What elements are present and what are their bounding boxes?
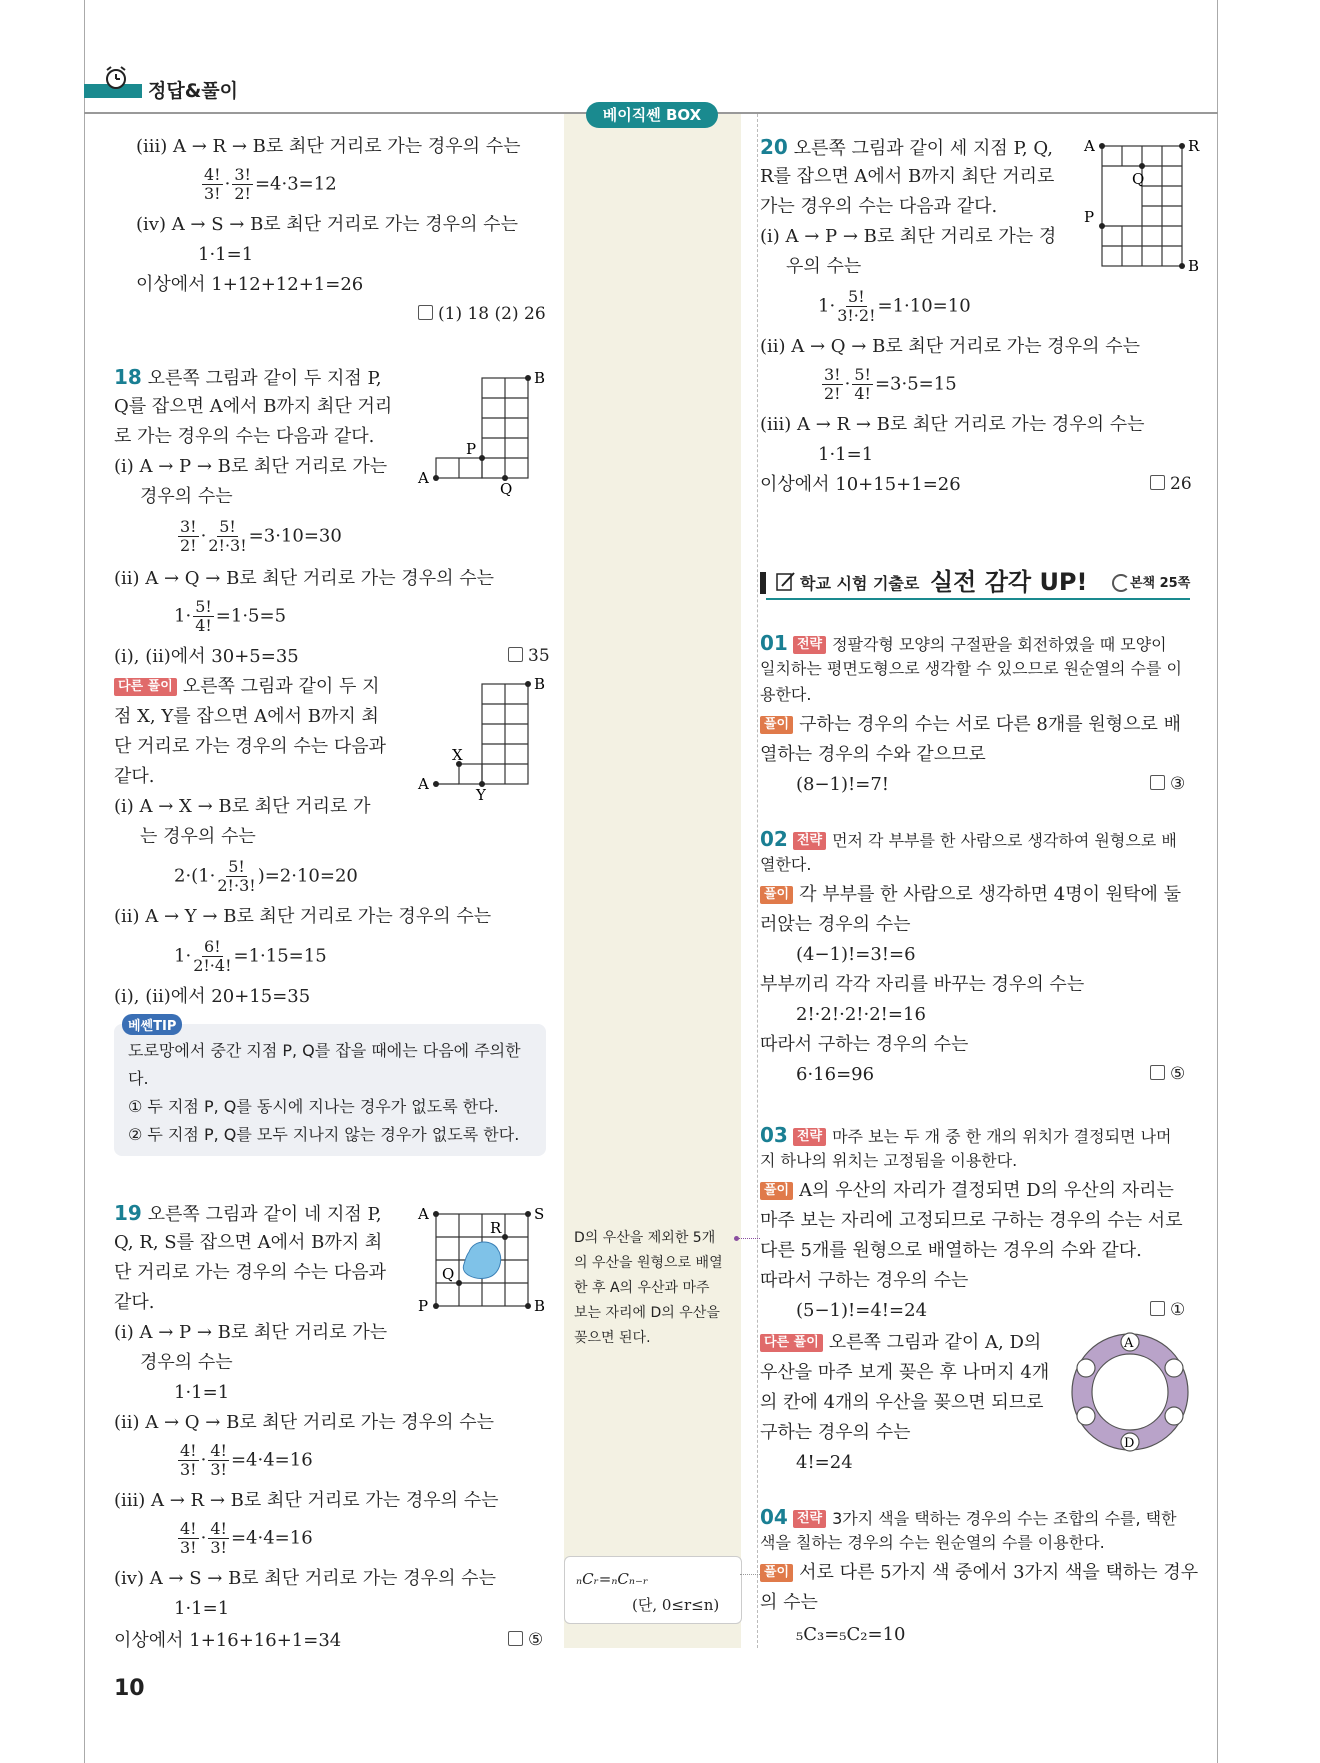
q04-line-3: 풀이 서로 다른 5가지 색 중에서 3가지 색을 택하는 경우	[760, 1560, 1198, 1586]
q02-line-1: 02 전략 먼저 각 부부를 한 사람으로 생각하여 원형으로 배	[760, 827, 1177, 851]
mid-note1-line-3: 한 후 A의 우산과 마주	[574, 1280, 710, 1296]
p18-answer: 35	[508, 646, 550, 666]
q02-line-5: 부부끼리 각각 자리를 바꾸는 경우의 수는	[760, 974, 1085, 995]
q02-line-6: 따라서 구하는 경우의 수는	[760, 1034, 969, 1055]
p17-answer: (1) 18 (2) 26	[418, 304, 546, 324]
box-label: 베이직쎈 BOX	[586, 102, 718, 128]
answer-icon	[1150, 1065, 1165, 1080]
strategy-tag: 전략	[793, 1510, 826, 1528]
q03-eq-1: (5−1)!=4!=24	[796, 1300, 928, 1321]
mid-note1-line-1: D의 우산을 제외한 5개	[574, 1230, 716, 1246]
mid-note1-leader	[736, 1238, 760, 1239]
q03-line-5: 다른 5개를 원형으로 배열하는 경우의 수와 같다.	[760, 1240, 1142, 1261]
p19-line-6: 경우의 수는	[140, 1352, 233, 1373]
q03-fig-label-a: A	[1124, 1336, 1134, 1351]
tip-line-2: 다.	[128, 1069, 149, 1088]
p19-number: 19	[114, 1201, 142, 1225]
mid-note1-line-4: 보는 자리에 D의 우산을	[574, 1305, 720, 1321]
tip-line-4: ② 두 지점 P, Q를 모두 지나지 않는 경우가 없도록 한다.	[128, 1125, 520, 1144]
q03-line-1: 03 전략 마주 보는 두 개 중 한 개의 위치가 결정되면 나머	[760, 1123, 1172, 1147]
p19-fig-label-s: S	[534, 1205, 545, 1223]
q03-line-6: 따라서 구하는 경우의 수는	[760, 1270, 969, 1291]
p17-line-iv: (ⅳ) A → S → B로 최단 거리로 가는 경우의 수는	[136, 214, 518, 235]
p20-line-4: (ⅰ) A → P → B로 최단 거리로 가는 경	[760, 226, 1057, 247]
p17-formula-iii: $\frac{4!}{3!}$ · $\frac{3!}{2!}$ =4·3=12	[204, 165, 337, 203]
answer-icon	[508, 647, 523, 662]
p18-fig-label-p: P	[466, 440, 477, 458]
q03-number: 03	[760, 1123, 788, 1147]
q01-line-5: 열하는 경우의 수와 같으므로	[760, 744, 986, 765]
strategy-tag: 전략	[793, 1128, 826, 1146]
q03-ring-figure	[1066, 1328, 1194, 1456]
p20-eq-3: 1·1=1	[818, 444, 874, 465]
q04-line-4: 의 수는	[760, 1592, 818, 1613]
p18alt-grid-figure	[414, 676, 554, 806]
p18-number: 18	[114, 365, 142, 389]
q02-line-3: 풀이 각 부부를 한 사람으로 생각하면 4명이 원탁에 둘	[760, 882, 1181, 908]
p20-line-5: 우의 수는	[786, 256, 862, 277]
q02-line-2: 열한다.	[760, 855, 812, 874]
mid-note1-dot	[734, 1236, 739, 1241]
p20-line-2: R를 잡으면 A에서 B까지 최단 거리로	[760, 166, 1055, 187]
q04-number: 04	[760, 1505, 788, 1529]
q03-line-7: 다른 풀이 오른쪽 그림과 같이 A, D의	[760, 1330, 1041, 1356]
p18-fig-label-q: Q	[500, 480, 513, 496]
alarm-clock-icon	[104, 66, 128, 90]
solution-tag: 풀이	[760, 1564, 793, 1582]
q02-number: 02	[760, 827, 788, 851]
mid-note2-line-2: (단, 0≤r≤n)	[632, 1596, 720, 1614]
page-left-border	[84, 0, 85, 1763]
p19-line-4: 같다.	[114, 1292, 155, 1313]
q02-answer: ⑤	[1150, 1064, 1185, 1084]
p18alt-line-7: (ⅱ) A → Y → B로 최단 거리로 가는 경우의 수는	[114, 906, 492, 927]
p19-sum: 이상에서 1+16+16+1=34	[114, 1630, 342, 1651]
p18-line-1: 18 오른쪽 그림과 같이 두 지점 P,	[114, 365, 382, 389]
q01-number: 01	[760, 631, 788, 655]
p20-line-3: 가는 경우의 수는 다음과 같다.	[760, 196, 998, 217]
q03-eq-2: 4!=24	[796, 1452, 853, 1473]
p19-eq-4: 1·1=1	[174, 1598, 230, 1619]
tip-label: 베쎈TIP	[122, 1014, 182, 1035]
q03-fig-label-d: D	[1124, 1436, 1135, 1451]
p19-line-7: (ⅱ) A → Q → B로 최단 거리로 가는 경우의 수는	[114, 1412, 494, 1433]
p19-eq-1: 1·1=1	[174, 1382, 230, 1403]
answer-icon	[1150, 775, 1165, 790]
mid-note2-leader	[740, 1574, 760, 1575]
p18alt-line-5: (ⅰ) A → X → B로 최단 거리로 가	[114, 796, 371, 817]
p18alt-fig-label-a: A	[418, 775, 429, 793]
p19-line-1: 19 오른쪽 그림과 같이 네 지점 P,	[114, 1201, 382, 1225]
p19-line-8: (ⅲ) A → R → B로 최단 거리로 가는 경우의 수는	[114, 1490, 499, 1511]
q04-eq-1: ₅C₃=₅C₂=10	[796, 1624, 906, 1645]
p17-eq-iv: 1·1=1	[198, 244, 254, 265]
p18-line-4: (ⅰ) A → P → B로 최단 거리로 가는	[114, 456, 388, 477]
p20-fig-label-a: A	[1084, 137, 1095, 155]
p18alt-fig-label-y: Y	[476, 786, 486, 804]
p19-answer: ⑤	[508, 1630, 543, 1650]
p19-formula-3: $\frac{4!}{3!}$ · $\frac{4!}{3!}$ =4·4=16	[180, 1519, 313, 1557]
mid-note2-line-1: ₙCᵣ=ₙCₙ₋ᵣ	[576, 1570, 649, 1588]
p18alt-formula-1: 2·(1· $\frac{5!}{2!\cdot 3!}$ )=2·10=20	[174, 857, 358, 895]
p18-formula-1: $\frac{3!}{2!}$ · $\frac{5!}{2!\cdot 3!}$ =3·10=30	[180, 517, 342, 555]
p20-line-1: 20 오른쪽 그림과 같이 세 지점 P, Q,	[760, 135, 1053, 159]
p18-grid-figure	[414, 366, 554, 496]
strategy-tag: 전략	[793, 636, 826, 654]
refresh-icon	[1112, 574, 1130, 592]
p18-line-2: Q를 잡으면 A에서 B까지 최단 거리	[114, 396, 393, 417]
section-ref: 본책 25쪽	[1130, 576, 1191, 591]
p18-line-5: 경우의 수는	[140, 486, 233, 507]
p19-line-3: 단 거리로 가는 경우의 수는 다음과	[114, 1262, 387, 1283]
section-underline	[766, 598, 1190, 600]
q01-line-3: 용한다.	[760, 685, 812, 704]
answer-icon	[418, 305, 433, 320]
p19-fig-label-q: Q	[442, 1265, 455, 1283]
p20-number: 20	[760, 135, 788, 159]
answer-icon	[1150, 475, 1165, 490]
q03-answer: ①	[1150, 1300, 1185, 1320]
p18-sum: (ⅰ), (ⅱ)에서 30+5=35	[114, 646, 299, 667]
p20-formula-2: $\frac{3!}{2!}$ · $\frac{5!}{4!}$ =3·5=15	[824, 365, 957, 403]
q03-line-9: 의 칸에 4개의 우산을 꽂으면 되므로	[760, 1392, 1044, 1413]
p19-line-9: (ⅳ) A → S → B로 최단 거리로 가는 경우의 수는	[114, 1568, 496, 1589]
solution-tag: 풀이	[760, 886, 793, 904]
header-title: 정답&풀이	[148, 80, 238, 102]
solution-tag: 풀이	[760, 1182, 793, 1200]
strategy-tag: 전략	[793, 832, 826, 850]
p18-fig-label-a: A	[418, 469, 429, 487]
solution-tag: 풀이	[760, 716, 793, 734]
p19-line-2: Q, R, S를 잡으면 A에서 B까지 최	[114, 1232, 383, 1253]
p18-line-6: (ⅱ) A → Q → B로 최단 거리로 가는 경우의 수는	[114, 568, 494, 589]
p18-formula-2: 1· $\frac{5!}{4!}$ =1·5=5	[174, 597, 287, 635]
p20-fig-label-r: R	[1188, 137, 1200, 155]
p20-fig-label-p: P	[1084, 208, 1095, 226]
p18-line-3: 로 가는 경우의 수는 다음과 같다.	[114, 426, 375, 447]
pencil-icon	[774, 570, 796, 592]
q01-line-1: 01 전략 정팔각형 모양의 구절판을 회전하였을 때 모양이	[760, 631, 1167, 655]
q01-answer: ③	[1150, 774, 1185, 794]
q01-line-4: 풀이 구하는 경우의 수는 서로 다른 8개를 원형으로 배	[760, 712, 1181, 738]
p18alt-line-2: 점 X, Y를 잡으면 A에서 B까지 최	[114, 706, 379, 727]
page-number: 10	[114, 1676, 145, 1701]
q04-line-1: 04 전략 3가지 색을 택하는 경우의 수는 조합의 수를, 택한	[760, 1505, 1177, 1529]
q02-eq-3: 6·16=96	[796, 1064, 875, 1085]
section-title-small: 학교 시험 기출로	[800, 574, 920, 593]
p18alt-line-1: 다른 풀이 오른쪽 그림과 같이 두 지	[114, 674, 380, 700]
middle-band	[564, 114, 741, 1648]
q04-line-2: 색을 칠하는 경우의 수는 원순열의 수를 이용한다.	[760, 1533, 1105, 1552]
p20-grid-figure	[1080, 132, 1204, 272]
p20-sum: 이상에서 10+15+1=26	[760, 474, 961, 495]
section-title-big: 실전 감각 UP!	[930, 568, 1088, 596]
q03-line-4: 마주 보는 자리에 고정되므로 구하는 경우의 수는 서로	[760, 1210, 1183, 1231]
tip-line-3: ① 두 지점 P, Q를 동시에 지나는 경우가 없도록 한다.	[128, 1097, 499, 1116]
p17-sum: 이상에서 1+12+12+1=26	[136, 274, 364, 295]
p18alt-fig-label-b: B	[534, 676, 546, 693]
p18alt-line-6: 는 경우의 수는	[140, 826, 256, 847]
q02-eq-2: 2!·2!·2!·2!=16	[796, 1004, 926, 1025]
p18alt-formula-2: 1· $\frac{6!}{2!\cdot 4!}$ =1·15=15	[174, 937, 327, 975]
p18alt-fig-label-x: X	[452, 746, 463, 764]
p18-fig-label-b: B	[534, 369, 546, 387]
q02-eq-1: (4−1)!=3!=6	[796, 944, 916, 965]
tip-line-1: 도로망에서 중간 지점 P, Q를 잡을 때에는 다음에 주의한	[128, 1041, 521, 1060]
section-marker	[760, 572, 766, 594]
alt-solution-tag: 다른 풀이	[760, 1334, 823, 1352]
q03-line-8: 우산을 마주 보게 꽂은 후 나머지 4개	[760, 1362, 1050, 1383]
p20-fig-label-b: B	[1188, 257, 1200, 272]
answer-icon	[1150, 1301, 1165, 1316]
q03-line-2: 지 하나의 위치는 고정됨을 이용한다.	[760, 1151, 1018, 1170]
p19-fig-label-p: P	[418, 1297, 429, 1315]
mid-note1-line-2: 의 우산을 원형으로 배열	[574, 1255, 723, 1271]
p18alt-sum: (ⅰ), (ⅱ)에서 20+15=35	[114, 986, 311, 1007]
p19-fig-label-a: A	[418, 1205, 429, 1223]
p20-line-6: (ⅱ) A → Q → B로 최단 거리로 가는 경우의 수는	[760, 336, 1140, 357]
alt-solution-tag: 다른 풀이	[114, 678, 177, 696]
q02-line-4: 러앉는 경우의 수는	[760, 914, 911, 935]
p20-answer: 26	[1150, 474, 1192, 494]
p17-line-iii: (ⅲ) A → R → B로 최단 거리로 가는 경우의 수는	[136, 136, 521, 157]
q03-line-10: 구하는 경우의 수는	[760, 1422, 911, 1443]
p20-line-7: (ⅲ) A → R → B로 최단 거리로 가는 경우의 수는	[760, 414, 1145, 435]
q01-line-2: 일치하는 평면도형으로 생각할 수 있으므로 원순열의 수를 이	[760, 659, 1183, 678]
p19-fig-label-b: B	[534, 1297, 546, 1315]
mid-note1-line-5: 꽂으면 된다.	[574, 1330, 651, 1346]
p18alt-line-3: 단 거리로 가는 경우의 수는 다음과	[114, 736, 387, 757]
page-right-border	[1217, 0, 1218, 1763]
p19-line-5: (ⅰ) A → P → B로 최단 거리로 가는	[114, 1322, 388, 1343]
p19-formula-2: $\frac{4!}{3!}$ · $\frac{4!}{3!}$ =4·4=16	[180, 1441, 313, 1479]
p20-fig-label-q: Q	[1132, 170, 1145, 188]
p19-grid-figure	[414, 1200, 554, 1320]
p20-formula-1: 1· $\frac{5!}{3!\cdot 2!}$ =1·10=10	[818, 287, 971, 325]
p18alt-line-4: 같다.	[114, 766, 155, 787]
column-divider	[757, 114, 758, 1648]
q03-line-3: 풀이 A의 우산의 자리가 결정되면 D의 우산의 자리는	[760, 1178, 1174, 1204]
p19-fig-label-r: R	[490, 1219, 502, 1237]
q01-eq-1: (8−1)!=7!	[796, 774, 890, 795]
answer-icon	[508, 1631, 523, 1646]
